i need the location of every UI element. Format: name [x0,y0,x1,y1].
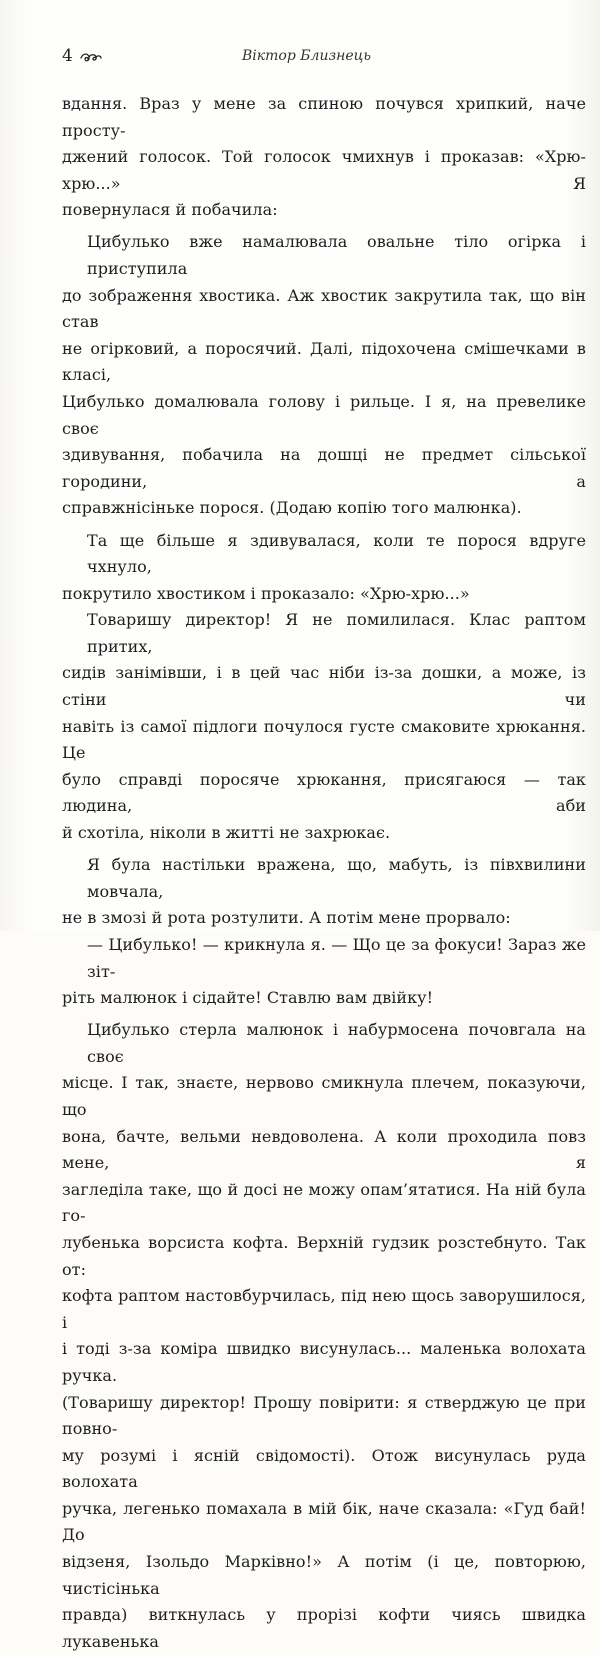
text-line: ріть малюнок і сідайте! Ставлю вам двійку! [62,988,434,1008]
body-text [62,91,586,1655]
text-line: повернулася й побачила: [62,200,278,220]
text-line: ручка, легенько помахала в мій бік, наче сказала: «Гуд бай! До [62,1498,586,1545]
text-line: й схотіла, ніколи в житті не захрюкає. [62,823,391,843]
text-line: і тоді з-за коміра швидко висунулась... маленька волохата ручка. [62,1339,586,1385]
scroll-ornament-icon [79,50,103,64]
text-line: Та ще більше я здивувалася, коли те порося вдруге чхнуло, [87,530,586,577]
text-line: Цибулько вже намалювала овальне тіло огірка і приступила [87,232,586,279]
text-line: не в змозі й рота розтулити. А потім мене прорвало: [62,908,511,928]
text-line: відзеня, Ізольдо Марківно!» А потім (і це, повторюю, чистісінька [62,1552,586,1598]
text-line: лубенька ворсиста кофта. Верхній гудзик розстебнуто. Так от: [62,1232,586,1279]
text-line: справжнісіньке порося. (Додаю копію того малюнка). [62,498,522,518]
text-line: було справді поросяче хрюкання, присягаюся — так людина, аби [62,769,586,816]
text-line: (Товаришу директор! Прошу повірити: я стверджую це при повно- [62,1392,586,1439]
text-line: вона, бачте, вельми невдоволена. А коли проходила повз мене, я [62,1126,586,1173]
text-line: сидів занімівши, і в цей час ніби із-за дошки, а може, із стіни чи [62,663,586,710]
text-line: загледіла таке, що й досі не можу опам’ятатися. На ній була го- [62,1179,586,1226]
text-line: правда) виткнулась у прорізі кофти чиясь швидка лукавенька [62,1605,586,1651]
text-line: кофта раптом настовбурчилась, під нею щось заворушилося, і [62,1286,586,1332]
text-line: Цибулько домалювала голову і рильце. І я, на превелике своє [62,392,586,438]
text-line: не огірковий, а поросячий. Далі, підохочена смішечками в класі, [62,338,586,385]
text-line: вдання. Враз у мене за спиною почувся хрипкий, наче просту- [62,94,586,140]
text-line: Я була настільки вражена, що, мабуть, із півхвилини мовчала, [87,855,586,901]
text-line: до зображення хвостика. Аж хвостик закрутила так, що він став [62,285,586,332]
text-line: покрутило хвостиком і проказало: «Хрю-хрю...» [62,583,470,603]
text-line: Товаришу директор! Я не помилилася. Клас раптом притих, [87,610,586,656]
text-line: здивування, побачила на дошці не предмет сільської городини, а [62,445,586,491]
text-line: місце. І так, знаєте, нервово смикнула плечем, показуючи, що [62,1073,586,1119]
text-line: — Цибулько! — крикнула я. — Що це за фокуси! Зараз же зіт- [87,934,586,981]
page-header [62,45,532,69]
text-line: навіть із самої підлоги почулося густе смаковите хрюкання. Це [62,716,586,763]
text-line: Цибулько стерла малюнок і набурмосена почовгала на своє [87,1020,586,1066]
text-line: му розумі і ясній свідомості). Отож висунулась руда волохата [62,1445,586,1492]
text-line: джений голосок. Той голосок чмихнув і проказав: «Хрю-хрю...» Я [62,147,586,193]
running-head-author: Віктор Близнець [242,48,371,64]
page-number: 4 [62,46,73,66]
